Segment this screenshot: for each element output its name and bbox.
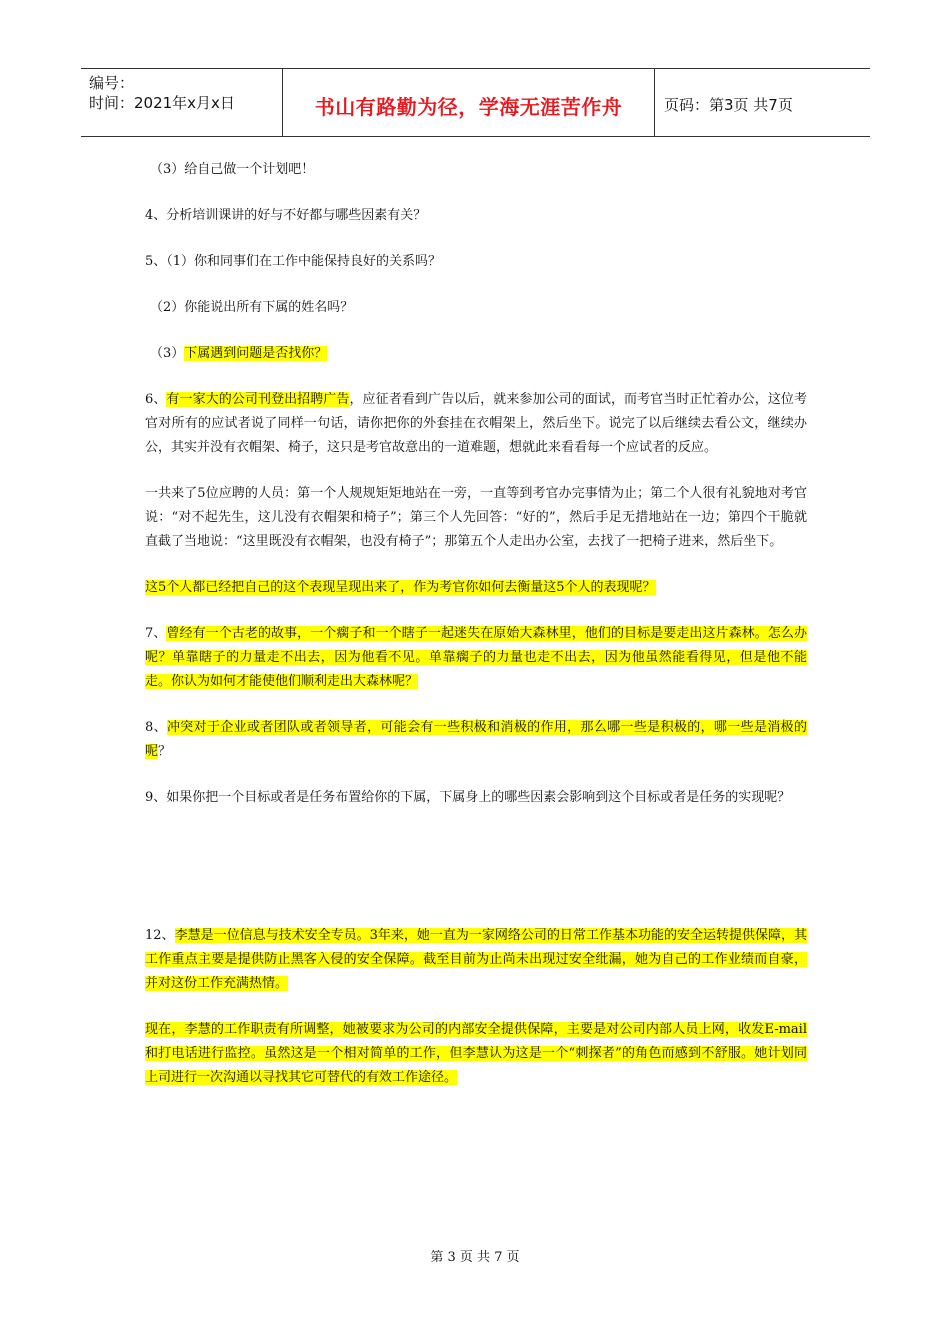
- highlighted-text: 下属遇到问题是否找你？: [184, 346, 328, 361]
- question-6-prompt: [145, 576, 807, 600]
- header-left-cell: [89, 73, 279, 113]
- question-5-2: （2）你能说出所有下属的姓名吗？: [150, 300, 354, 315]
- item-prefix: 12、: [145, 928, 175, 943]
- highlighted-text: 李慧是一位信息与技术安全专员。3年来，她一直为一家网络公司的日常工作基本功能的安全运转提供保障，其工作重点主要是提供防止黑客入侵的安全保障。截至目前为止尚未出现过安全纰漏，她为自己的工作业绩而自豪，并对这份工作充满热情。: [145, 928, 807, 991]
- document-number-label: 编号：: [89, 74, 135, 92]
- item-prefix: 7、: [145, 626, 167, 641]
- header-table: [81, 68, 870, 137]
- document-body: [145, 158, 807, 1090]
- item-prefix: 6、: [145, 392, 167, 407]
- highlighted-text: 这5个人都已经把自己的这个表现呈现出来了，作为考官你如何去衡量这5个人的表现呢？: [145, 580, 656, 595]
- page-footer: 第 3 页 共 7 页: [430, 1250, 520, 1265]
- question-12: [145, 924, 807, 996]
- question-6-detail: 一共来了5位应聘的人员：第一个人规规矩矩地站在一旁，一直等到考官办完事情为止；第二个人很有礼貌地对考官说：“对不起先生，这儿没有衣帽架和椅子”；第三个人先回答：“好的”，然后手足无措地站在一边；第四个干脆就直截了当地说：“这里既没有衣帽架，也没有椅子”；那第五个人走出办公室，去找了一把椅子进来，然后坐下。: [145, 486, 807, 549]
- highlighted-text: 有一家大的公司刊登出招聘广告: [166, 392, 350, 407]
- paragraph-item: （3）给自己做一个计划吧！: [150, 162, 315, 177]
- header-page-label: 页码：第3页 共7页: [664, 96, 793, 114]
- question-5-1: 5、（1）你和同事们在工作中能保持良好的关系吗？: [145, 254, 442, 269]
- header-divider: [654, 69, 655, 136]
- question-7: [145, 622, 807, 694]
- question-8: [145, 716, 807, 764]
- header-motto: 书山有路勤为径，学海无涯苦作舟: [314, 95, 623, 119]
- item-prefix: 8、: [145, 720, 167, 735]
- question-9: 9、如果你把一个目标或者是任务布置给你的下属，下属身上的哪些因素会影响到这个目标或者是任务的实现呢？: [145, 790, 791, 805]
- item-prefix: （3）: [150, 346, 185, 361]
- paragraph-text: ？: [158, 744, 172, 759]
- document-date-label: 时间：2021年x月x日: [89, 94, 235, 112]
- question-4: 4、分析培训课讲的好与不好都与哪些因素有关？: [145, 208, 427, 223]
- highlighted-text: 冲突对于企业或者团队或者领导者，可能会有一些积极和消极的作用，那么哪一些是积极的，哪一些是消极的呢: [145, 720, 807, 759]
- highlighted-text: 曾经有一个古老的故事，一个瘸子和一个瞎子一起迷失在原始大森林里，他们的目标是要走出这片森林。怎么办呢？单靠瞎子的力量走不出去，因为他看不见。单靠瘸子的力量也走不出去，因为他虽然能看得见，但是他不能走。你认为如何才能使他们顺利走出大森林呢？: [145, 626, 807, 689]
- paragraph-text: ，应征者看到广告以后，就来参加公司的面试，而考官当时正忙着办公，这位考官对所有的应试者说了同样一句话，请你把你的外套挂在衣帽架上，然后坐下。说完了以后继续去看公文，继续办公，其实并没有衣帽架、椅子，这只是考官故意出的一道难题，想就此来看看每一个应试者的反应。: [145, 392, 807, 455]
- question-6: [145, 388, 807, 460]
- question-5-3: [145, 342, 807, 366]
- highlighted-text: 现在，李慧的工作职责有所调整，她被要求为公司的内部安全提供保障，主要是对公司内部人员上网，收发E-mail和打电话进行监控。虽然这是一个相对简单的工作，但李慧认为这是一个“刺探者”的角色而感到不舒服。她计划同上司进行一次沟通以寻找其它可替代的有效工作途径。: [145, 1022, 807, 1085]
- question-12-detail: [145, 1018, 807, 1090]
